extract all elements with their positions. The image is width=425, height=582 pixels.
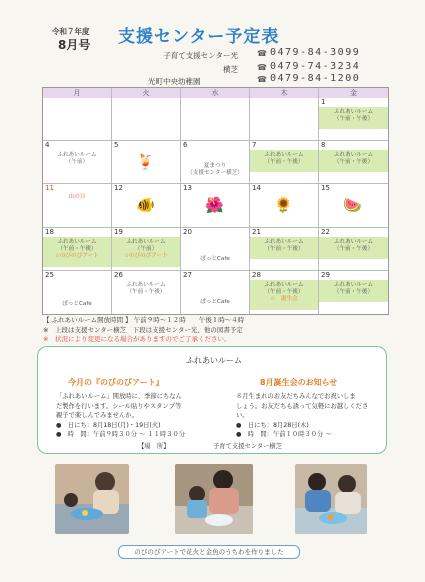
calendar-day-cell	[43, 184, 112, 227]
activity-photo	[175, 464, 253, 534]
day-number: 27	[183, 270, 192, 279]
tel-yokoshiba: 0479-74-3234	[270, 61, 361, 72]
event-box-title: ふれあいルーム	[186, 356, 242, 365]
calendar-day-cell	[319, 271, 388, 314]
calendar-day-cell	[181, 228, 250, 271]
page-title: 支援センター予定表	[118, 27, 280, 47]
month-label: 8月号	[58, 38, 91, 52]
day-event: ふれあいルーム	[333, 109, 374, 115]
day-number: 5	[114, 141, 119, 150]
art-heading: 今月の『のびのびアート』	[68, 378, 164, 387]
weekday-mon: 月	[43, 88, 112, 98]
calendar-day-cell	[43, 98, 112, 141]
calendar-day-cell	[319, 228, 388, 271]
day-number: 22	[321, 227, 330, 236]
weekday-fri: 金	[319, 88, 388, 98]
day-event: ふれあいルーム	[57, 152, 97, 159]
calendar-day-cell	[181, 184, 250, 227]
calendar-day-cell	[319, 98, 388, 141]
activity-photo	[295, 464, 367, 534]
activity-photo	[55, 464, 129, 534]
day-event: ぽっとCafe	[200, 298, 230, 305]
birthday-description	[236, 392, 381, 440]
calendar-day-cell	[112, 141, 181, 184]
day-event: 山の日	[68, 194, 86, 201]
day-number: 13	[183, 184, 192, 193]
event-info-box	[37, 346, 387, 454]
day-event: ふれあいルーム	[57, 238, 97, 245]
day-number: 12	[114, 184, 123, 193]
day-event: （午前・午後）	[333, 159, 374, 166]
day-event: ふれあいルーム	[264, 152, 304, 159]
day-event: （午前・午後）	[264, 245, 304, 252]
birthday-line: ８月生まれのお友だちみんなでお祝いしま	[236, 393, 356, 400]
weekday-thu: 木	[250, 88, 319, 98]
day-event: （午前・午後）	[264, 159, 304, 166]
day-event: ふれあいルーム	[126, 281, 166, 288]
day-number: 28	[252, 270, 261, 279]
day-number: 25	[45, 270, 54, 279]
art-line: 「ふれあいルーム」開放時に、季節にちなん	[56, 393, 182, 400]
day-number: 26	[114, 270, 123, 279]
day-number: 15	[321, 184, 330, 193]
place-value: 子育て支援センター横芝	[213, 443, 283, 450]
day-event: （午前・午後）	[57, 245, 97, 252]
calendar-day-cell	[250, 271, 319, 314]
calendar-day-cell	[112, 271, 181, 314]
art-description	[56, 392, 226, 440]
org-name-kindergarten: 光町中央幼稚園	[148, 77, 201, 86]
day-event: ふれあいルーム	[333, 238, 374, 245]
tel-hikari: 0479-84-3099	[270, 47, 361, 58]
legend-note: ※ 上段は支援センター横芝 下段は支援センター光、他の図書予定	[43, 325, 243, 334]
day-event: ☆ 誕生会	[270, 295, 298, 302]
calendar-day-cell	[250, 184, 319, 227]
day-event: 夏まつり	[203, 163, 227, 170]
photo-caption: のびのびアートで花火と金魚のうちわを作りました	[118, 545, 300, 559]
day-number: 19	[114, 227, 123, 236]
decorative-illustration-icon: 🍉	[343, 196, 362, 215]
org-name-yokoshiba: 横芝	[223, 65, 238, 74]
day-event: ふれあいルーム	[333, 152, 374, 159]
calendar-day-cell	[181, 271, 250, 314]
calendar-notes	[43, 316, 244, 345]
day-number: 11	[45, 184, 54, 193]
day-event: ☆のびのびアート	[123, 252, 168, 259]
day-event: ふれあいルーム	[264, 281, 304, 288]
day-event: （支援センター横芝）	[187, 170, 243, 177]
calendar-day-cell	[43, 271, 112, 314]
calendar-day-cell	[250, 98, 319, 141]
day-event: （午前・午後）	[333, 245, 374, 252]
calendar-day-cell	[112, 98, 181, 141]
birthday-date: ● 日にち：8月28日(木)	[236, 421, 309, 429]
day-event: ぽっとCafe	[200, 255, 230, 262]
day-event: ☆のびのびアート	[54, 252, 99, 259]
day-number: 14	[252, 184, 261, 193]
day-event: （午前・午後）	[333, 288, 374, 295]
birthday-line: しょう。お友だちも誘って気軽にお越しくださ	[236, 402, 369, 410]
art-time: ● 時 間：午前９時３０分 ～ １１時３０分	[56, 431, 186, 438]
calendar-day-cell	[181, 98, 250, 141]
phone-icon: ☎	[257, 63, 267, 72]
calendar-day-cell	[181, 141, 250, 184]
day-number: 29	[321, 270, 330, 279]
place-label: 【場 所】	[138, 443, 170, 450]
art-line: だ製作を行います。シール貼りやスタンプ等	[56, 402, 182, 410]
fiscal-year: 令和７年度	[52, 27, 90, 36]
decorative-illustration-icon: 🌻	[274, 196, 293, 215]
day-number: 7	[252, 141, 257, 150]
birthday-time: ● 時 間：午前１０時３０分 ～	[236, 431, 332, 438]
art-date: ● 日にち：8月18日(月)・19日(火)	[56, 421, 161, 429]
calendar-day-cell	[43, 228, 112, 271]
day-event: （午前・午後）	[126, 288, 166, 295]
birthday-heading: 8月誕生会のお知らせ	[260, 378, 338, 387]
decorative-illustration-icon: 🐠	[136, 196, 155, 215]
day-number: 18	[45, 227, 54, 236]
day-event: ふれあいルーム	[333, 281, 374, 288]
day-number: 20	[183, 227, 192, 236]
calendar-day-cell	[43, 141, 112, 184]
day-number: 1	[321, 98, 326, 106]
day-number: 8	[321, 141, 326, 150]
decorative-illustration-icon: 🌺	[205, 196, 224, 215]
tel-kindergarten: 0479-84-1200	[270, 73, 361, 84]
day-event: ぽっとCafe	[62, 300, 92, 307]
change-note: ※ 状況により変更になる場合がありますのでご了承ください。	[43, 335, 231, 343]
day-event: （午前・午後）	[333, 116, 374, 122]
calendar-day-cell	[112, 184, 181, 227]
art-line: 親子で楽しんでみませんか。	[56, 412, 138, 419]
calendar-day-cell	[319, 141, 388, 184]
calendar-day-cell	[250, 228, 319, 271]
day-event: （午前）	[65, 159, 89, 166]
day-number: 21	[252, 227, 261, 236]
phone-icon: ☎	[257, 49, 267, 58]
phone-icon: ☎	[257, 75, 267, 84]
day-number: 4	[45, 141, 50, 150]
weekday-tue: 火	[112, 88, 181, 98]
calendar-day-cell	[112, 228, 181, 271]
calendar-day-cell	[250, 141, 319, 184]
birthday-line: い。	[236, 412, 249, 419]
weekday-wed: 水	[181, 88, 250, 98]
decorative-illustration-icon: 🍹	[136, 153, 155, 172]
calendar-day-cell	[319, 184, 388, 227]
day-event: （午前・午後）	[264, 288, 304, 295]
day-event: （午前）	[134, 245, 158, 252]
day-event: ふれあいルーム	[126, 238, 166, 245]
calendar-grid	[42, 87, 389, 315]
day-number: 6	[183, 141, 188, 150]
open-hours-note: 【 ふれあいルーム開放時間 】 午前９時～１２時 午後１時～４時	[43, 316, 245, 324]
day-event: ふれあいルーム	[264, 238, 304, 245]
org-name-hikari: 子育て支援センター光	[163, 51, 238, 60]
